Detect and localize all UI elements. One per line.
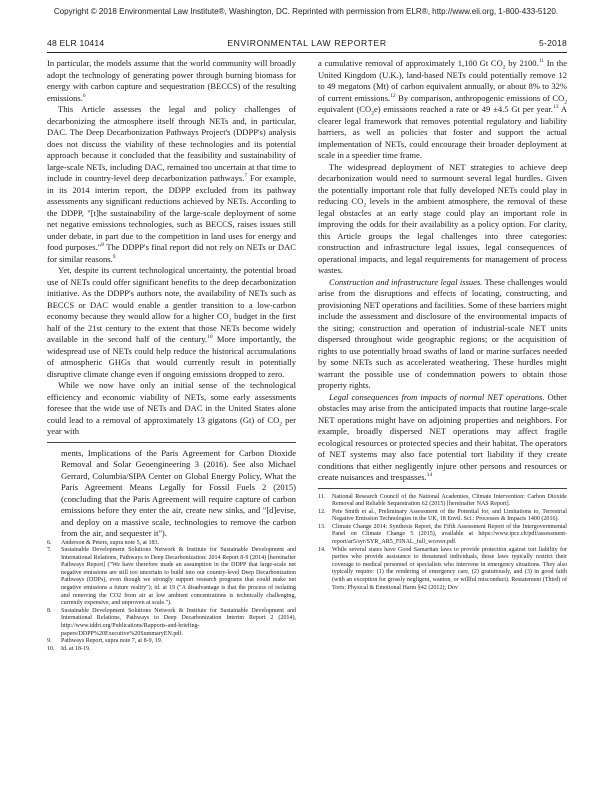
copyright-notice: Copyright © 2018 Environmental Law Institute®, Washington, DC. Reprinted with permission from ELR®, http://www.eli.org, 1-800-433-5120.: [53, 7, 559, 16]
footnote-continuation: ments, Implications of the Paris Agreement for Carbon Dioxide Removal and Solar Geoengineering 3 (2016). See also Michael Gerrard, Columbia/SIPA Center on Global Energy Policy, What the Paris Agreement Means Legally for Fossil Fuels 2 (2015) (concluding that the Paris Agreement will require capture of carbon emissions before they enter the air, create new sinks, and "[d]evise, and deploy on a massive scale, technologies to remove the carbon from the air, and sequester it").: [61, 447, 296, 538]
header-journal-title: ENVIRONMENTAL LAW REPORTER: [227, 38, 387, 48]
body-paragraph: In particular, the models assume that the world community will broadly adopt the technology of generating power through burning biomass for energy with carbon capture and sequestration (BECCS) of the resulting emissions.$^6$: [47, 58, 296, 103]
footnote-link[interactable]: Climate Change 2014: Synthesis Report, the Fifth Assessment Report of the Intergovernmental Panel on Climate Change 5 (2015), available at https://www.ipcc.ch/pdf/assessment-report/ar5/syr/SYR_AR5_FINAL_full_wcover.pdf.: [332, 523, 567, 546]
body-paragraph: a cumulative removal of approximately 1,100 Gt $CO_2$ by 2100.11 In the United Kingdom (U.K.), land-based NETs could potentially remove 12 to 49 megatons (Mt) of carbon equivalent annually, or about 8% to 32% of current emissions.$^{12}$ By comparison, anthropogenic emissions of $CO_2$ equivalent $(CO_2e)$ emissions reached a rate or 49 ±4.5 Gt per year.$^{13}$ A clearer legal framework that removes potential regulatory and liability barriers, as well as policies that foster and support the actual implementation of NETs, could encourage their broader deployment at scale in a speedier time frame.: [318, 58, 567, 160]
body-paragraph: This Article assesses the legal and policy challenges of decarbonizing the atmosphere itself through NETs and, in particular, DAC. The Deep Decarbonization Pathways Project's (DDPP's) analysis does not discuss the viability of these technologies and its potential approach because it concluded that the feasibility and sustainability of large-scale NETs, including DAC, remained too uncertain at that time to include in country-level deep decarbonization pathways.$^7$ For example, in its 2014 interim report, the DDPP excluded from its pathway assessments any significant reductions achieved by NETs. According to the DDPP, "[t]he sustainability of the large-scale deployment of some net negative emissions technologies, such as BECCS, raises issues still under debate, in part due to the competition in land uses for energy and food purposes."$^8$ The DDPP's final report did not rely on NETs or DAC for similar reasons.$^9$: [47, 104, 297, 264]
header-date: 5-2018: [539, 38, 567, 48]
footnote-ref[interactable]: 6: [82, 92, 86, 99]
footnote-ref[interactable]: 8: [101, 242, 104, 249]
footnote-separator: [47, 442, 296, 443]
footnote: 14. While several states have Good Samaritan laws to provide protection against tort liability for parties who provide assistance to threatened individuals, those laws typically restrict their coverage to medical personnel or specialists who intervene in emergency situations. They also typically require: (1) the rendering of emergency care, (2) gratuitously, and (3) in good faith (with an exception for grossly negligent, wanton, or willful misconduct). Restatement (Third) of Torts: Physical & Emotional Harm §42 (2012); Dov: [318, 546, 567, 591]
footnote: 6. Anderson & Peters, supra note 5, at 183.: [47, 539, 160, 546]
footnote-ref[interactable]: 13: [552, 104, 559, 111]
running-header: [47, 38, 567, 50]
footnote: 10. Id. at 18-19.: [47, 645, 91, 652]
footnote: 7. Sustainable Development Solutions Network & Institute for Sustainable Development and International Relations, Pathways to Deep Decarbonization: 2014 Report 8-9 (2014) [hereinafter Pathways Report] ("We have therefore made an assumption in the DDPP that large-scale net negative emissions are still too uncertain to build into our country-level Deep Decarbonization Pathways (DDPs), even though we strongly support research programs that could make net negative emissions a future reality"); id. at 19 ("A disadvantage is that the process of isolating and removing the CO2 from air at low ambient concentrations is technically challenging, currently expensive, and unproven at scale.").: [47, 547, 296, 607]
footnote: 8. Sustainable Development Solutions Network & Institute for Sustainable Development and International Relations, Pathways to Deep Decarbonization Interim Report 2 (2014), http://www.iddri.org/Publications/Rapports-and-briefing-papers/DDPP%20Executive%20SummaryEN.pdf.: [47, 607, 296, 637]
body-paragraph: Yet, despite its current technological uncertainty, the potential broad use of NETs could offer significant benefits to the deep decarbonization initiative. As the DDPP's authors note, the availability of NETs such as BECCS or DAC would enable a gentler transition to a low-carbon economy because they would allow for a higher $CO_2$ budget in the first half of the 21st century to the extent that those NETs become widely available in the second half of the century.$^{10}$ More importantly, the widespread use of NETs could help reduce the historical accumulations of atmospheric GHGs that would currently result in potentially disruptive climate change even if ongoing emissions dropped to zero.: [47, 265, 296, 379]
footnote-ref[interactable]: 11: [538, 58, 545, 65]
footnote: 13. Climate Change 2014: Synthesis Report, the Fifth Assessment Report of the Intergovernmental Panel on Climate Change 5 (2015), available at https://www.ipcc.ch/pdf/assessment-report/ar5/syr/SYR_AR5_FINAL_full_wcover.pdf.: [318, 523, 567, 546]
body-paragraph: While we now have only an initial sense of the technological efficiency and economic viability of NETs, some early assessments foresee that the wide use of NETs and DAC in the United States alone could lead to a removal of approximately 13 gigatons (Gt) of $CO_2$ per year with: [47, 380, 296, 436]
section-lead-in: Legal consequences from impacts of normal NET operations.: [329, 391, 545, 402]
body-paragraph: Legal consequences from impacts of normal NET operations. Other obstacles may arise from the anticipated impacts that routine large-scale NET operations might have on adjoining properties and neighbors. For example, broadly dispersed NET operations may affect fragile ecological resources or protected species and their habitat. The operators of NET systems may also face potential tort liability if they create conditions that either negligently injure other persons and resources or create nuisances and trespasses.$^{14}$: [318, 391, 567, 482]
right-column: [318, 58, 567, 592]
footnote-ref[interactable]: 10: [207, 334, 213, 341]
body-paragraph: The widespread deployment of NET strategies to achieve deep decarbonization would need to surmount several legal hurdles. Given the potentially important role that fully developed NETs could play in reducing $CO_2$ levels in the ambient atmosphere, the removal of these legal obstacles at an early stage could play an important role in improving the odds for their availability as a policy option. For clarity, this Article groups the legal challenges into three categories: construction and infrastructure legal issues, legal consequences of operational impacts, and legal requirements for management of process wastes.: [318, 161, 567, 275]
header-citation: 48 ELR 10414: [47, 38, 105, 48]
footnote-ref[interactable]: 14: [426, 472, 433, 479]
footnote-ref[interactable]: 7: [244, 173, 248, 180]
footnote: 11. National Research Council of the National Academies, Climate Intervention: Carbon Dioxide Removal and Reliable Sequestration 62 (2015) [hereinafter NAS Report].: [318, 493, 567, 508]
footnote: 12. Pete Smith et al., Preliminary Assessment of the Potential for, and Limitations to, Terrestrial Negative Emission Technologies in the UK, 18 Envtl. Sci.: Processes & Impacts 1400 (2016).: [318, 508, 567, 523]
left-column: [47, 58, 296, 653]
body-paragraph: Construction and infrastructure legal issues. These challenges would arise from the disruptions and effects of locating, constructing, and provisioning NET operations and facilities. Some of these barriers might include the assessment and disclosure of the environmental impacts of the siting; construction and operation of industrial-scale NET units dispersed throughout wide geographic regions; or the acquisition of rights to use potentially broad swaths of land or marine surfaces needed by some NETs such as accelerated weathering. These hurdles might warrant the possible use of condemnation powers to obtain those property rights.: [318, 276, 567, 390]
header-rule: [47, 52, 567, 53]
footnote-link[interactable]: Sustainable Development Solutions Network & Institute for Sustainable Development and International Relations, Pathways to Deep Decarbonization Interim Report 2 (2014), http://www.iddri.org/Publications/Rapports-and-briefing-papers/DDPP%20Executive%20SummaryEN.pdf.: [61, 607, 296, 637]
section-lead-in: Construction and infrastructure legal issues.: [329, 276, 483, 287]
footnote: 9. Pathways Report, supra note 7, at 8-9, 19.: [47, 638, 163, 645]
footnote-separator: [318, 488, 567, 489]
footnote-ref[interactable]: 9: [112, 253, 116, 260]
footnote-ref[interactable]: 12: [390, 92, 396, 99]
